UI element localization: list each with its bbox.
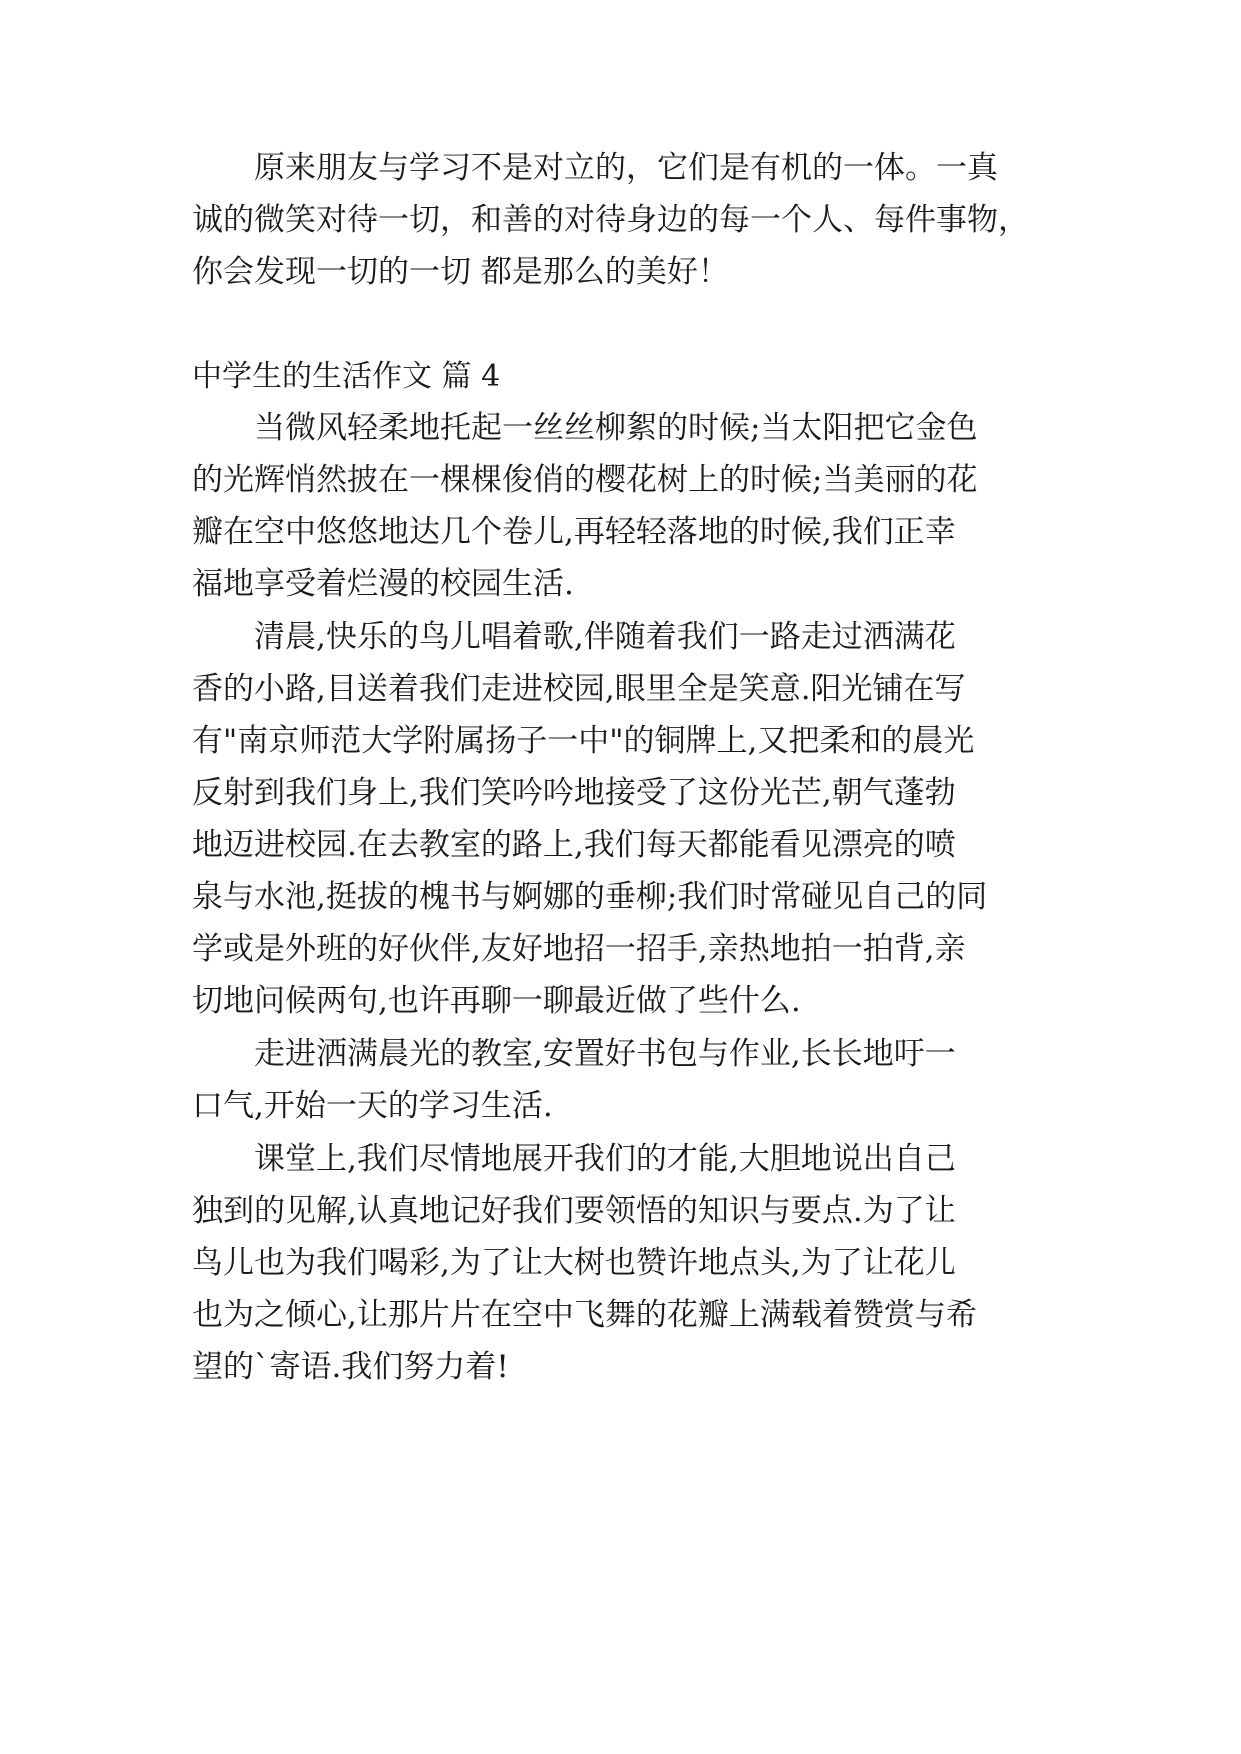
essay-heading: 中学生的生活作文 篇 4	[192, 359, 501, 394]
body-line: 瓣在空中悠悠地达几个卷儿,再轻轻落地的时候,我们正幸	[192, 514, 956, 550]
body-line: 望的`寄语.我们努力着!	[192, 1349, 509, 1385]
body-line: 清晨,快乐的鸟儿唱着歌,伴随着我们一路走过洒满花	[192, 619, 956, 655]
body-line: 地迈进校园.在去教室的路上,我们每天都能看见漂亮的喷	[192, 827, 956, 863]
body-line: 鸟儿也为我们喝彩,为了让大树也赞许地点头,为了让花儿	[192, 1245, 956, 1281]
body-line: 福地享受着烂漫的校园生活.	[192, 566, 574, 602]
body-line: 香的小路,目送着我们走进校园,眼里全是笑意.阳光铺在写	[192, 671, 966, 707]
intro-line: 你会发现一切的一切 都是那么的美好！	[192, 254, 729, 290]
body-line: 走进洒满晨光的教室,安置好书包与作业,长长地吁一	[192, 1036, 956, 1072]
body-line: 课堂上,我们尽情地展开我们的才能,大胆地说出自己	[192, 1141, 956, 1177]
intro-line: 诚的微笑对待一切，和善的对待身边的每一个人、每件事物，	[192, 202, 1029, 238]
body-line: 当微风轻柔地托起一丝丝柳絮的时候;当太阳把它金色	[192, 410, 978, 446]
body-line: 切地问候两句,也许再聊一聊最近做了些什么.	[192, 983, 801, 1019]
intro-line: 原来朋友与学习不是对立的，它们是有机的一体。一真	[192, 150, 998, 186]
body-line: 也为之倾心,让那片片在空中飞舞的花瓣上满载着赞赏与希	[192, 1297, 977, 1333]
body-line: 学或是外班的好伙伴,友好地招一招手,亲热地拍一拍背,亲	[192, 931, 966, 967]
body-line: 有"南京师范大学附属扬子一中"的铜牌上,又把柔和的晨光	[192, 723, 975, 759]
body-line: 的光辉悄然披在一棵棵俊俏的樱花树上的时候;当美丽的花	[192, 462, 978, 498]
body-line: 泉与水池,挺拔的槐书与婀娜的垂柳;我们时常碰见自己的同	[192, 879, 988, 915]
body-line: 口气,开始一天的学习生活.	[192, 1088, 553, 1124]
body-line: 反射到我们身上,我们笑吟吟地接受了这份光芒,朝气蓬勃	[192, 775, 956, 811]
body-line: 独到的见解,认真地记好我们要领悟的知识与要点.为了让	[192, 1193, 956, 1229]
